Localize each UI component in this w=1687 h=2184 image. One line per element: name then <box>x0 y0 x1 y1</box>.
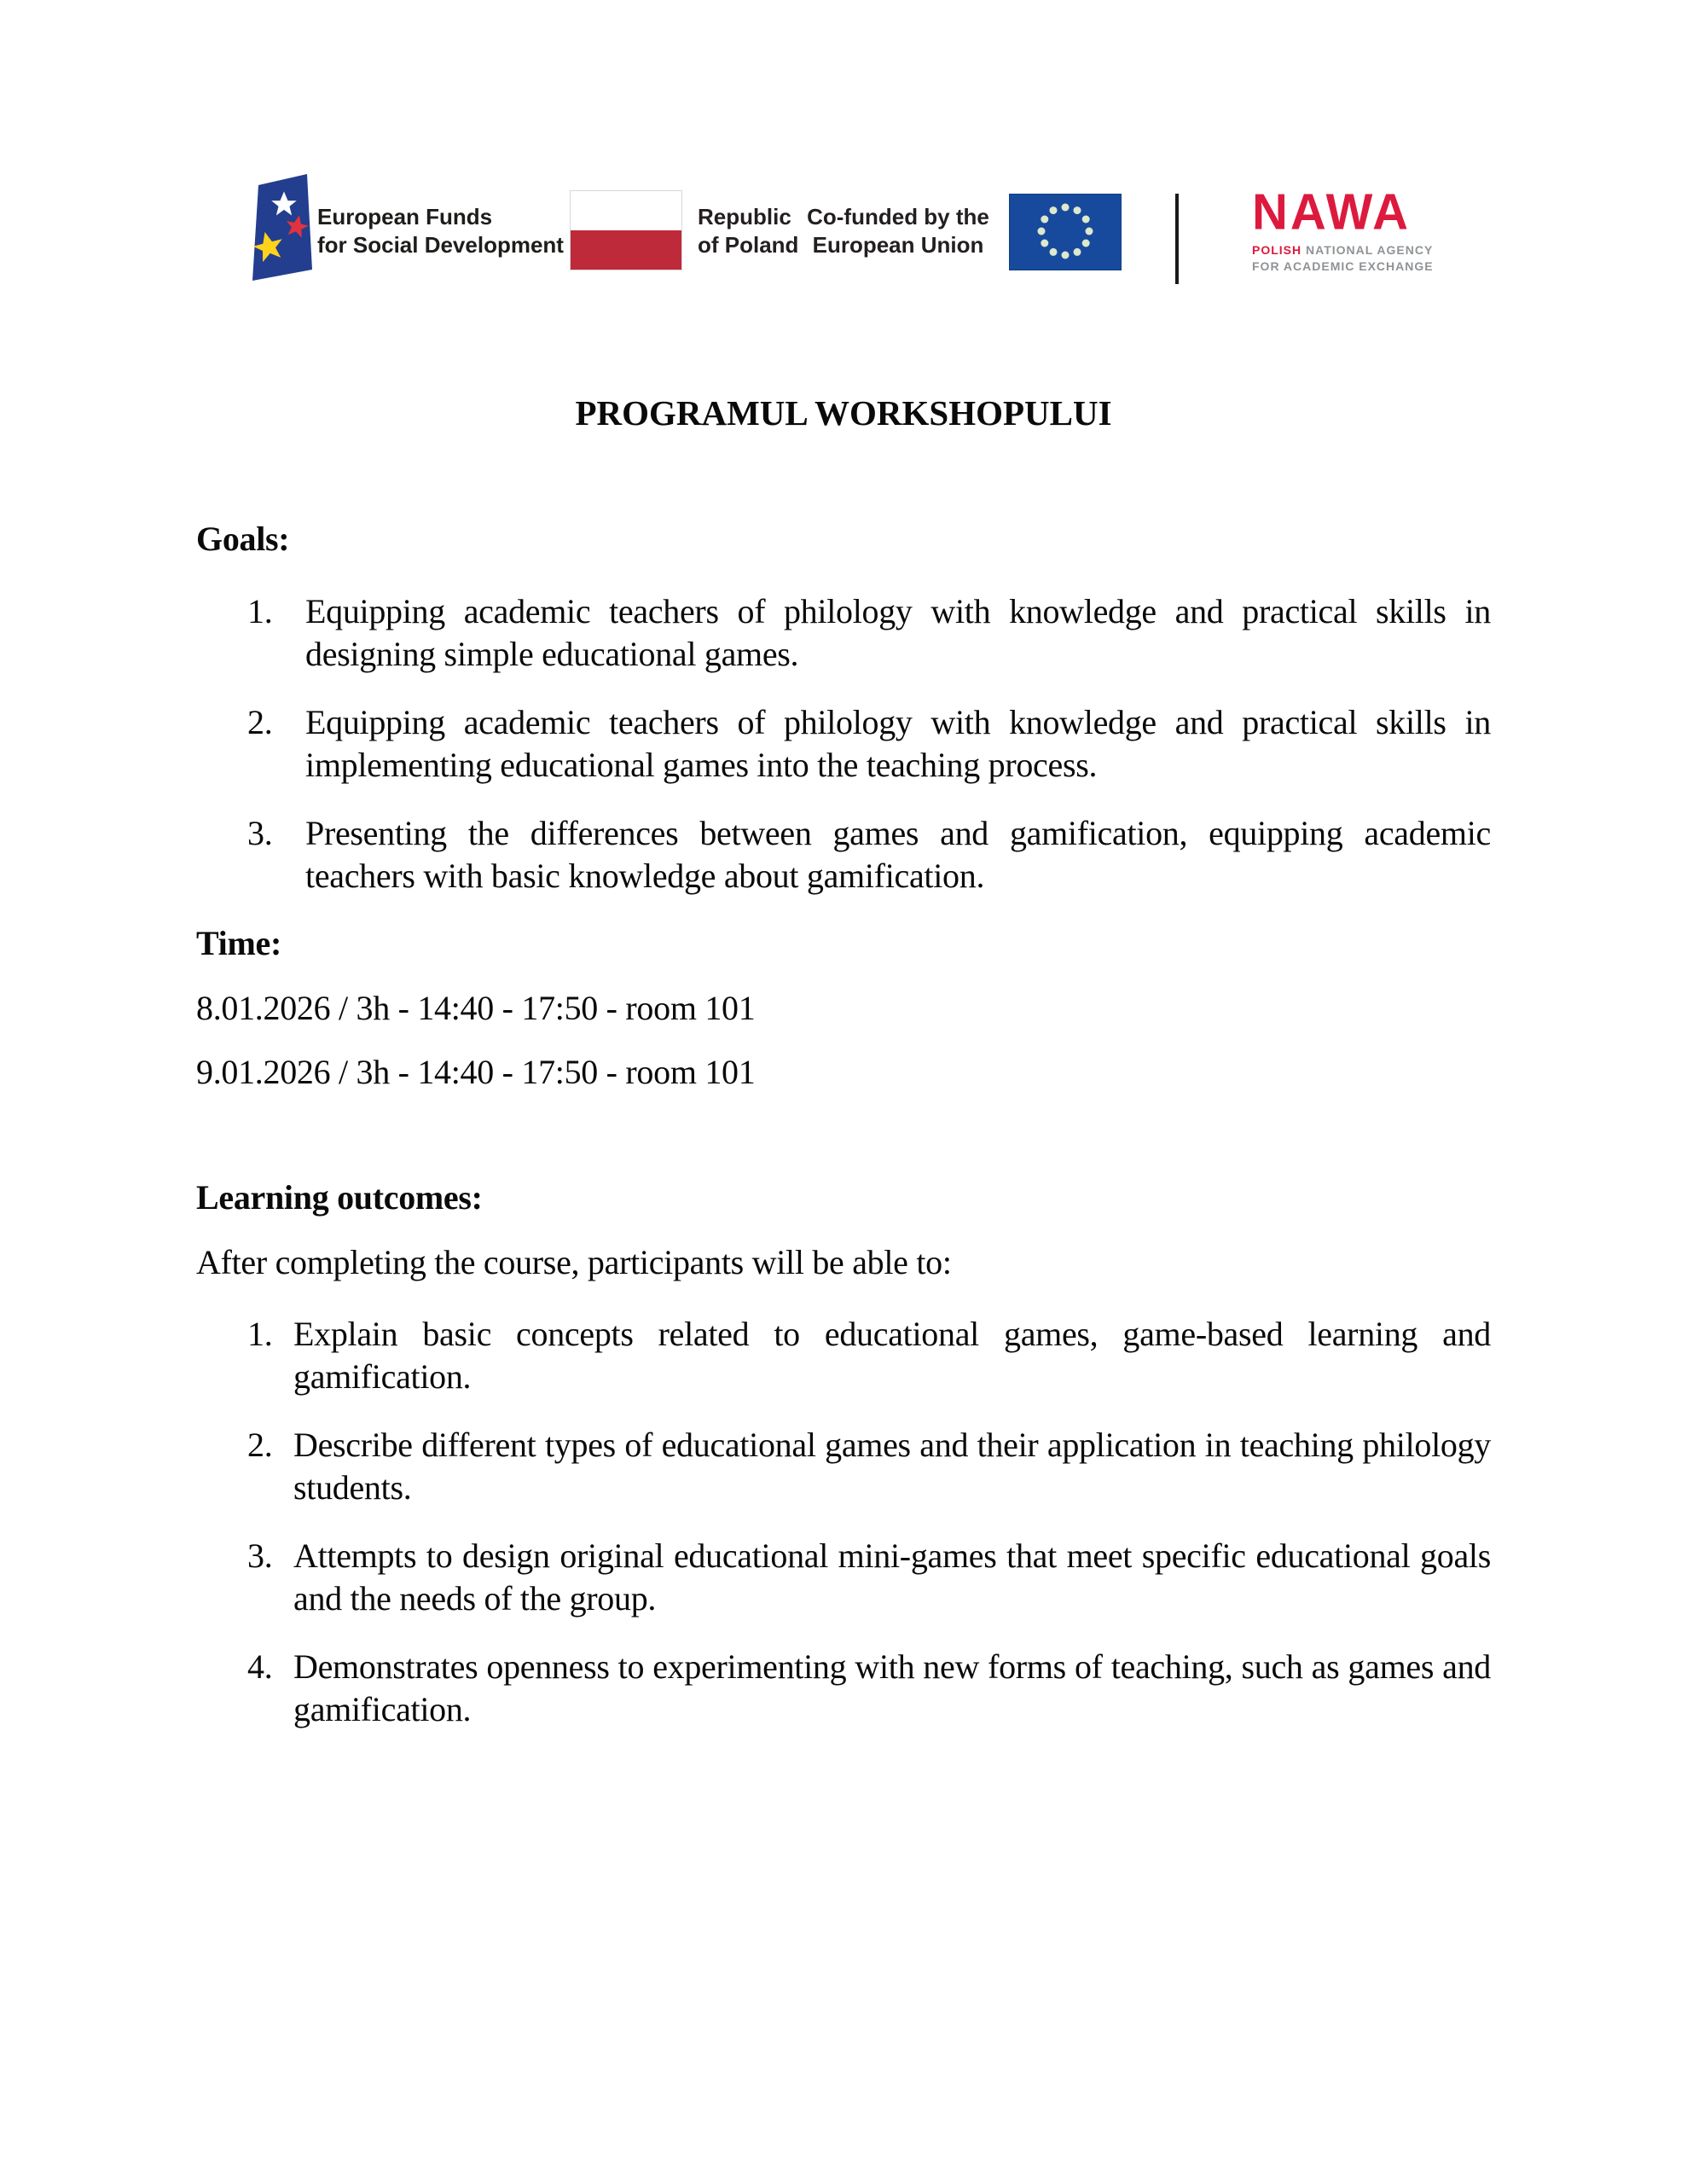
document-content <box>196 0 1491 1731</box>
item-number: 1. <box>247 592 273 630</box>
nawa-wordmark: NAWA <box>1252 183 1411 241</box>
outcomes-heading: Learning outcomes: <box>196 1178 483 1217</box>
nawa-tagline-line2: FOR ACADEMIC EXCHANGE <box>1252 259 1434 273</box>
item-number: 1. <box>247 1315 273 1353</box>
cofunded-label-line2: European Union <box>812 232 984 258</box>
item-number: 2. <box>247 1426 273 1464</box>
outcomes-item-4 <box>196 1646 1491 1731</box>
page-title: PROGRAMUL WORKSHOPULUI <box>575 393 1112 433</box>
poland-label-line2: of Poland <box>698 232 799 258</box>
goals-list <box>196 590 1491 897</box>
poland-label-line1: Republic <box>698 204 791 229</box>
item-text: Demonstrates openness to experimenting with new forms of teaching, such as games and gamification. <box>293 1647 1491 1728</box>
goals-item-1 <box>196 590 1491 676</box>
item-number: 2. <box>247 703 273 741</box>
outcomes-item-3 <box>196 1535 1491 1620</box>
nawa-tagline-highlight: POLISH <box>1252 243 1302 257</box>
outcomes-item-1 <box>196 1313 1491 1398</box>
item-text: Explain basic concepts related to educational games, game-based learning and gamification. <box>293 1315 1491 1396</box>
time-line-2: 9.01.2026 / 3h - 14:40 - 17:50 - room 101 <box>196 1053 756 1091</box>
goals-item-2 <box>196 701 1491 787</box>
outcomes-list <box>196 1313 1491 1731</box>
outcomes-intro: After completing the course, participants will be able to: <box>196 1243 952 1281</box>
time-heading: Time: <box>196 924 281 962</box>
cofunded-label-line1: Co-funded by the <box>807 204 989 229</box>
item-text: Presenting the differences between games and gamification, equipping academic teachers with basic knowledge about gamification. <box>305 814 1491 895</box>
time-line-1: 8.01.2026 / 3h - 14:40 - 17:50 - room 101 <box>196 989 756 1027</box>
eu-funds-label-line1: European Funds <box>317 204 493 229</box>
goals-item-3 <box>196 812 1491 897</box>
item-text: Equipping academic teachers of philology with knowledge and practical skills in designing simple educational games. <box>305 592 1491 673</box>
item-text: Attempts to design original educational mini-games that meet specific educational goals and the needs of the group. <box>293 1536 1491 1618</box>
eu-funds-label-line2: for Social Development <box>317 232 564 258</box>
item-text: Equipping academic teachers of philology with knowledge and practical skills in implementing educational games into the teaching process. <box>305 703 1491 784</box>
item-number: 4. <box>247 1647 273 1686</box>
goals-heading: Goals: <box>196 520 290 558</box>
item-number: 3. <box>247 814 273 852</box>
outcomes-item-2 <box>196 1424 1491 1509</box>
item-number: 3. <box>247 1536 273 1575</box>
item-text: Describe different types of educational games and their application in teaching philology students. <box>293 1426 1491 1507</box>
nawa-tagline-rest: NATIONAL AGENCY <box>1301 243 1434 257</box>
